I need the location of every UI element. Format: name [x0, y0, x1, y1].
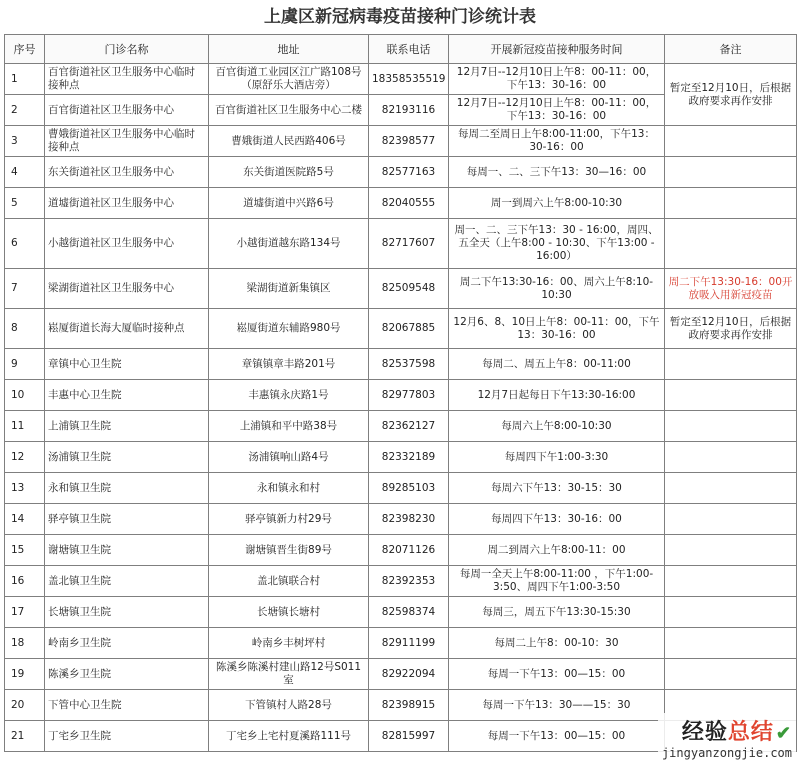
cell-phone: 82398230 [369, 504, 449, 535]
cell-time: 周一到周六上午8:00-10:30 [449, 188, 665, 219]
cell-name: 曹娥街道社区卫生服务中心临时接种点 [45, 126, 209, 157]
header-time: 开展新冠疫苗接种服务时间 [449, 35, 665, 64]
cell-name: 章镇中心卫生院 [45, 349, 209, 380]
cell-note [665, 504, 797, 535]
cell-address: 百官街道社区卫生服务中心二楼 [209, 95, 369, 126]
cell-time: 每周一、二、三下午13：30—16：00 [449, 157, 665, 188]
cell-phone: 82332189 [369, 442, 449, 473]
table-row [5, 269, 797, 309]
cell-phone: 82537598 [369, 349, 449, 380]
cell-seq: 9 [5, 349, 45, 380]
cell-name: 驿亭镇卫生院 [45, 504, 209, 535]
table-row [5, 349, 797, 380]
checkmark-icon: ✔ [775, 723, 792, 744]
header-phone: 联系电话 [369, 35, 449, 64]
cell-time: 12月7日--12月10日上午8：00-11：00，下午13：30-16：00 [449, 95, 665, 126]
table-row [5, 157, 797, 188]
cell-seq: 18 [5, 628, 45, 659]
table-row [5, 309, 797, 349]
cell-name: 汤浦镇卫生院 [45, 442, 209, 473]
cell-address: 道墟街道中兴路6号 [209, 188, 369, 219]
cell-address: 岭南乡丰树坪村 [209, 628, 369, 659]
table-row [5, 442, 797, 473]
cell-phone: 82398577 [369, 126, 449, 157]
clinic-table [4, 34, 797, 752]
cell-seq: 14 [5, 504, 45, 535]
cell-name: 盖北镇卫生院 [45, 566, 209, 597]
site-watermark [658, 713, 796, 762]
cell-note [665, 442, 797, 473]
table-row [5, 380, 797, 411]
table-row [5, 411, 797, 442]
cell-phone: 82577163 [369, 157, 449, 188]
cell-time: 每周三，周五下午13:30-15:30 [449, 597, 665, 628]
cell-time: 每周二至周日上午8:00-11:00，下午13：30-16：00 [449, 126, 665, 157]
cell-phone: 82392353 [369, 566, 449, 597]
cell-address: 崧厦街道东辅路980号 [209, 309, 369, 349]
cell-address: 章镇镇章丰路201号 [209, 349, 369, 380]
cell-address: 上浦镇和平中路38号 [209, 411, 369, 442]
cell-phone: 82362127 [369, 411, 449, 442]
cell-phone: 82398915 [369, 690, 449, 721]
cell-time: 每周六上午8:00-10:30 [449, 411, 665, 442]
cell-seq: 15 [5, 535, 45, 566]
cell-seq: 3 [5, 126, 45, 157]
page-title: 上虞区新冠病毒疫苗接种门诊统计表 [264, 7, 536, 27]
cell-address: 永和镇永和村 [209, 473, 369, 504]
cell-seq: 16 [5, 566, 45, 597]
cell-address: 梁湖街道新集镇区 [209, 269, 369, 309]
table-row [5, 188, 797, 219]
cell-seq: 2 [5, 95, 45, 126]
cell-time: 每周一下午13：00—15：00 [449, 659, 665, 690]
cell-phone: 82067885 [369, 309, 449, 349]
header-name: 门诊名称 [45, 35, 209, 64]
cell-name: 小越街道社区卫生服务中心 [45, 219, 209, 269]
cell-time: 每周六下午13：30-15：30 [449, 473, 665, 504]
cell-seq: 20 [5, 690, 45, 721]
table-row [5, 597, 797, 628]
cell-note [665, 411, 797, 442]
watermark-brand-accent: 总结 [727, 719, 774, 745]
cell-name: 上浦镇卫生院 [45, 411, 209, 442]
header-seq: 序号 [5, 35, 45, 64]
cell-time: 周二下午13:30-16：00、周六上午8:10-10:30 [449, 269, 665, 309]
table-row [5, 566, 797, 597]
cell-time: 12月7日起每日下午13:30-16:00 [449, 380, 665, 411]
cell-name: 永和镇卫生院 [45, 473, 209, 504]
table-row [5, 628, 797, 659]
header-note: 备注 [665, 35, 797, 64]
cell-phone: 82815997 [369, 721, 449, 752]
cell-phone: 82040555 [369, 188, 449, 219]
cell-seq: 19 [5, 659, 45, 690]
cell-time: 每周一下午13：00—15：00 [449, 721, 665, 752]
table-row [5, 64, 797, 95]
cell-name: 陈溪乡卫生院 [45, 659, 209, 690]
cell-name: 谢塘镇卫生院 [45, 535, 209, 566]
cell-seq: 11 [5, 411, 45, 442]
cell-time: 12月6、8、10日上午8：00-11：00，下午13：30-16：00 [449, 309, 665, 349]
cell-name: 岭南乡卫生院 [45, 628, 209, 659]
cell-note [665, 188, 797, 219]
cell-note: 暂定至12月10日，后根据政府要求再作安排 [665, 309, 797, 349]
cell-time: 每周四下午13：30-16：00 [449, 504, 665, 535]
cell-address: 谢塘镇晋生街89号 [209, 535, 369, 566]
cell-name: 崧厦街道长海大厦临时接种点 [45, 309, 209, 349]
cell-address: 长塘镇长塘村 [209, 597, 369, 628]
cell-time: 每周一下午13：30——15：30 [449, 690, 665, 721]
cell-address: 盖北镇联合村 [209, 566, 369, 597]
cell-phone: 82071126 [369, 535, 449, 566]
cell-address: 小越街道越东路134号 [209, 219, 369, 269]
cell-phone: 82977803 [369, 380, 449, 411]
cell-time: 周二到周六上午8:00-11：00 [449, 535, 665, 566]
cell-address: 东关街道医院路5号 [209, 157, 369, 188]
cell-address: 百官街道工业园区江广路108号（原舒乐大酒店旁） [209, 64, 369, 95]
cell-phone: 82193116 [369, 95, 449, 126]
cell-address: 丁宅乡上宅村夏溪路111号 [209, 721, 369, 752]
cell-note [665, 597, 797, 628]
cell-seq: 13 [5, 473, 45, 504]
table-row [5, 126, 797, 157]
cell-name: 百官街道社区卫生服务中心 [45, 95, 209, 126]
cell-seq: 7 [5, 269, 45, 309]
cell-address: 陈溪乡陈溪村建山路12号S011室 [209, 659, 369, 690]
cell-note [665, 535, 797, 566]
cell-note [665, 566, 797, 597]
cell-seq: 12 [5, 442, 45, 473]
cell-seq: 10 [5, 380, 45, 411]
cell-name: 道墟街道社区卫生服务中心 [45, 188, 209, 219]
cell-phone: 82922094 [369, 659, 449, 690]
cell-note [665, 126, 797, 157]
watermark-url: jingyanzongjie.com [661, 746, 792, 760]
cell-note [665, 380, 797, 411]
table-row [5, 659, 797, 690]
cell-name: 下管中心卫生院 [45, 690, 209, 721]
cell-phone: 89285103 [369, 473, 449, 504]
cell-note: 周二下午13:30-16：00开放吸入用新冠疫苗 [665, 269, 797, 309]
cell-name: 百官街道社区卫生服务中心临时接种点 [45, 64, 209, 95]
cell-name: 丁宅乡卫生院 [45, 721, 209, 752]
cell-note [665, 349, 797, 380]
table-row [5, 535, 797, 566]
cell-phone: 82717607 [369, 219, 449, 269]
cell-time: 周一、二、三下午13：30 - 16:00，周四、五全天（上午8:00 - 10:30、下午13:00 - 16:00） [449, 219, 665, 269]
cell-note [665, 659, 797, 690]
watermark-brand [662, 715, 792, 746]
cell-seq: 8 [5, 309, 45, 349]
cell-time: 每周四下午1:00-3:30 [449, 442, 665, 473]
cell-note [665, 157, 797, 188]
cell-seq: 5 [5, 188, 45, 219]
cell-phone: 82911199 [369, 628, 449, 659]
cell-note [665, 628, 797, 659]
table-row [5, 219, 797, 269]
cell-name: 梁湖街道社区卫生服务中心 [45, 269, 209, 309]
cell-address: 丰惠镇永庆路1号 [209, 380, 369, 411]
cell-seq: 21 [5, 721, 45, 752]
cell-seq: 17 [5, 597, 45, 628]
cell-seq: 4 [5, 157, 45, 188]
cell-seq: 6 [5, 219, 45, 269]
cell-note: 暂定至12月10日，后根据政府要求再作安排 [665, 64, 797, 126]
watermark-brand-plain: 经验 [681, 719, 728, 745]
cell-note [665, 219, 797, 269]
cell-address: 驿亭镇新力村29号 [209, 504, 369, 535]
cell-time: 每周二、周五上午8：00-11:00 [449, 349, 665, 380]
cell-address: 曹娥街道人民西路406号 [209, 126, 369, 157]
header-address: 地址 [209, 35, 369, 64]
cell-name: 东关街道社区卫生服务中心 [45, 157, 209, 188]
cell-note [665, 473, 797, 504]
cell-name: 长塘镇卫生院 [45, 597, 209, 628]
table-row [5, 504, 797, 535]
table-header-row [5, 35, 797, 64]
cell-address: 下管镇村人路28号 [209, 690, 369, 721]
cell-name: 丰惠中心卫生院 [45, 380, 209, 411]
cell-time: 每周一全天上午8:00-11:00 ，下午1:00-3:50、周四下午1:00-3:50 [449, 566, 665, 597]
cell-seq: 1 [5, 64, 45, 95]
table-row [5, 473, 797, 504]
cell-time: 每周二上午8：00-10：30 [449, 628, 665, 659]
cell-phone: 82509548 [369, 269, 449, 309]
cell-address: 汤浦镇响山路4号 [209, 442, 369, 473]
cell-phone: 18358535519 [369, 64, 449, 95]
cell-phone: 82598374 [369, 597, 449, 628]
cell-time: 12月7日--12月10日上午8：00-11：00，下午13：30-16：00 [449, 64, 665, 95]
